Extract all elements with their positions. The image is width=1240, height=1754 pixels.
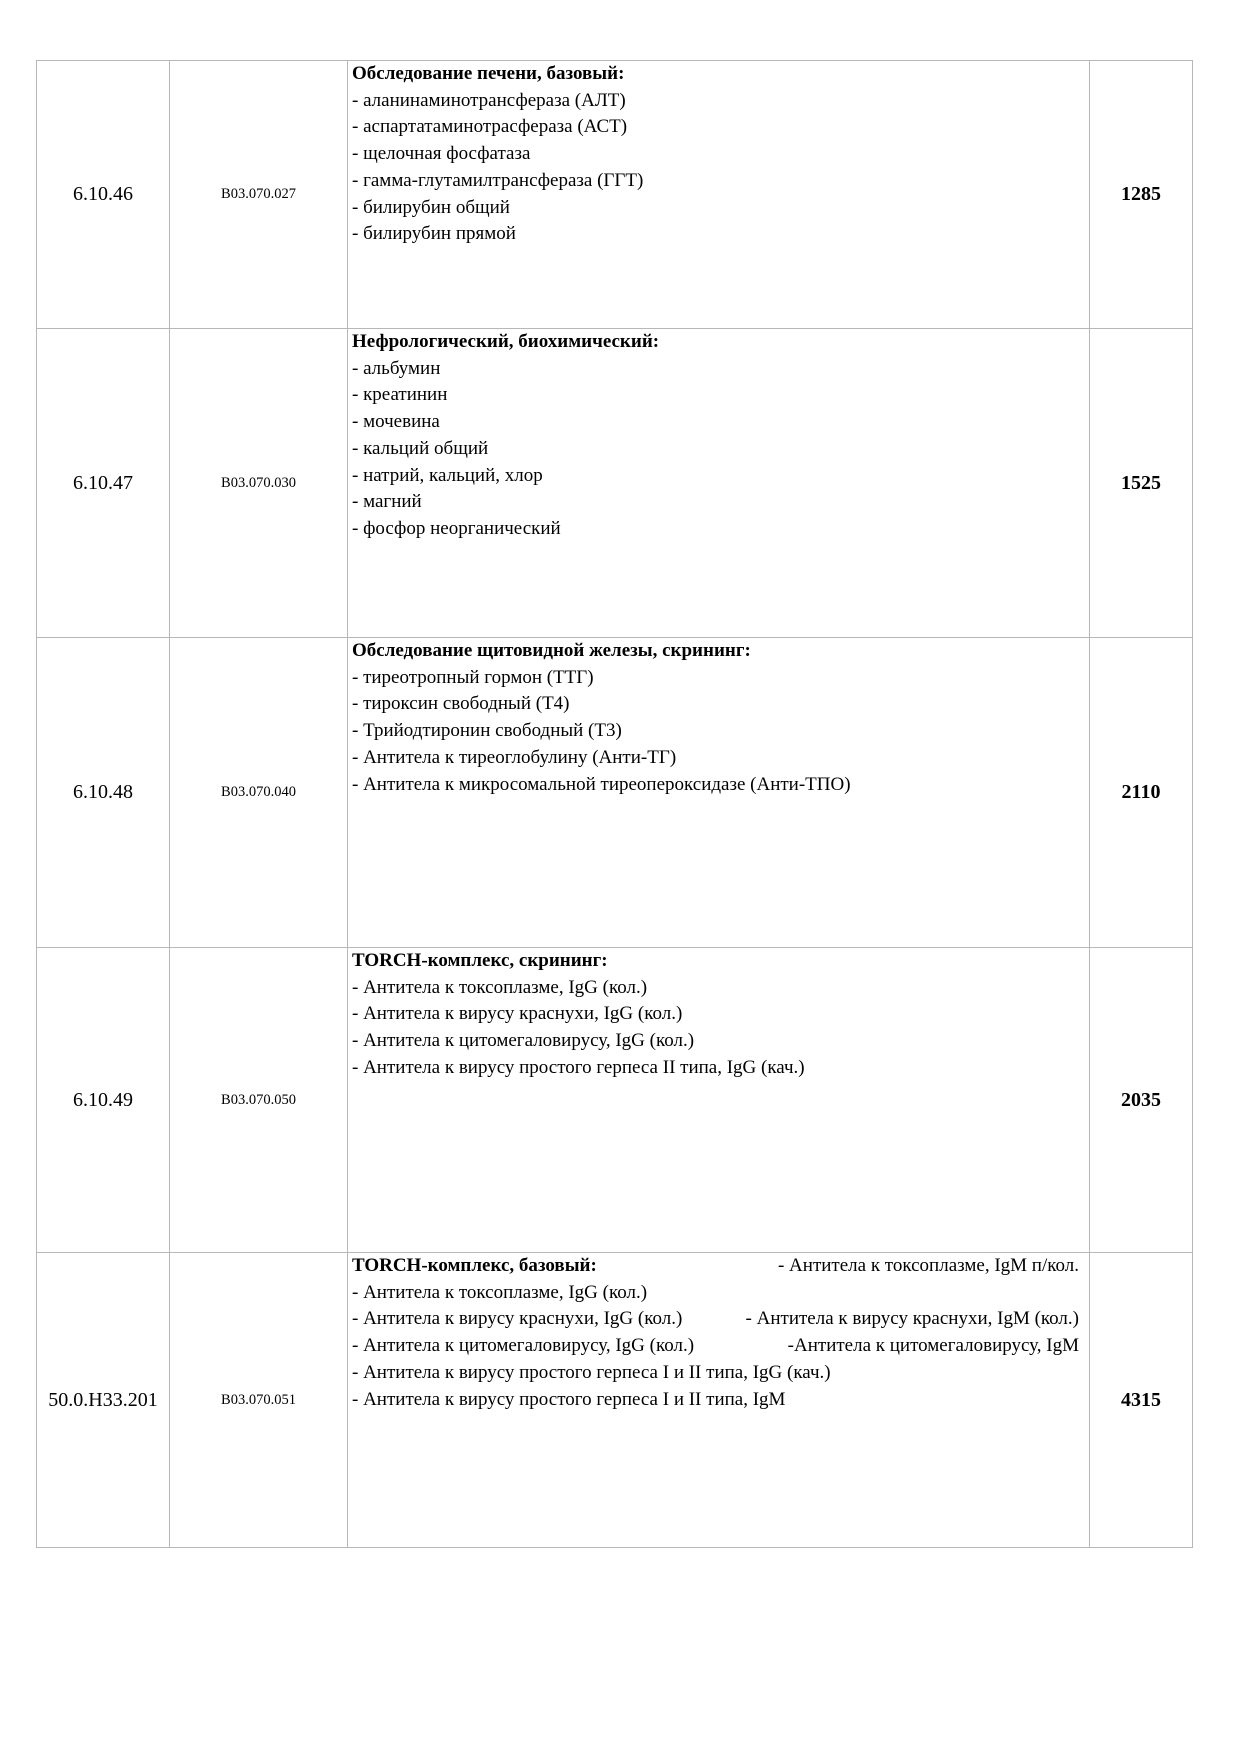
service-price: 1525 <box>1090 329 1193 638</box>
service-title: TORCH-комплекс, скрининг: <box>352 950 608 971</box>
service-price: 4315 <box>1090 1253 1193 1548</box>
service-number: 6.10.47 <box>37 329 170 638</box>
service-title: Нефрологический, биохимический: <box>352 331 660 352</box>
service-item: - натрий, кальций, хлор <box>352 464 543 486</box>
service-number: 6.10.46 <box>37 61 170 329</box>
table-row <box>37 638 1193 948</box>
service-item: -Антитела к цитомегаловирусу, IgM <box>787 1335 1079 1357</box>
table-row <box>37 61 1193 329</box>
service-item: - щелочная фосфатаза <box>352 143 531 165</box>
service-item: - Антитела к токсоплазме, IgG (кол.) <box>352 976 648 998</box>
service-title: TORCH-комплекс, базовый: <box>352 1255 597 1276</box>
service-item: - аспартатаминотрасфераза (АСТ) <box>352 116 628 138</box>
service-number: 6.10.49 <box>37 948 170 1253</box>
service-price: 2110 <box>1090 638 1193 948</box>
service-item: - Антитела к токсоплазме, IgG (кол.) <box>352 1281 648 1303</box>
service-item: - Антитела к цитомегаловирусу, IgG (кол.) <box>352 1030 695 1052</box>
service-item: - Антитела к вирусу простого герпеса I и II типа, IgM <box>352 1388 786 1410</box>
service-code: B03.070.030 <box>170 329 348 638</box>
service-item: - тироксин свободный (Т4) <box>352 693 570 715</box>
service-item: - Антитела к токсоплазме, IgM п/кол. <box>777 1255 1079 1276</box>
service-number: 50.0.H33.201 <box>37 1253 170 1548</box>
service-item: - мочевина <box>352 411 440 433</box>
service-number: 6.10.48 <box>37 638 170 948</box>
service-price: 1285 <box>1090 61 1193 329</box>
service-item: - магний <box>352 491 422 513</box>
table-row <box>37 329 1193 638</box>
service-description <box>348 1253 1090 1548</box>
service-code: B03.070.050 <box>170 948 348 1253</box>
service-item: - Антитела к цитомегаловирусу, IgG (кол.) <box>352 1335 695 1357</box>
service-item: - Антитела к вирусу краснухи, IgG (кол.) <box>352 1308 683 1330</box>
service-item: - аланинаминотрансфераза (АЛТ) <box>352 89 626 111</box>
service-item: - тиреотропный гормон (ТТГ) <box>352 666 594 688</box>
table-row <box>37 1253 1193 1548</box>
service-item: - Антитела к микросомальной тиреопероксидазе (Анти-ТПО) <box>352 773 851 795</box>
service-item: - креатинин <box>352 384 448 406</box>
service-item: - билирубин общий <box>352 196 510 218</box>
service-item: - Антитела к тиреоглобулину (Анти-ТГ) <box>352 746 677 768</box>
service-description <box>348 638 1090 948</box>
service-code: B03.070.027 <box>170 61 348 329</box>
service-item: - билирубин прямой <box>352 223 516 245</box>
service-description <box>348 61 1090 329</box>
service-title: Обследование печени, базовый: <box>352 63 625 84</box>
service-price: 2035 <box>1090 948 1193 1253</box>
service-description <box>348 948 1090 1253</box>
service-code: B03.070.040 <box>170 638 348 948</box>
service-item: - Трийодтиронин свободный (Т3) <box>352 720 622 742</box>
service-description-flow <box>352 1253 1079 1413</box>
service-item: - Антитела к вирусу краснухи, IgM (кол.) <box>745 1308 1079 1330</box>
service-code: B03.070.051 <box>170 1253 348 1548</box>
service-item: - гамма-глутамилтрансфераза (ГГТ) <box>352 169 644 191</box>
service-title: Обследование щитовидной железы, скрининг: <box>352 640 751 661</box>
table-row <box>37 948 1193 1253</box>
service-item: - кальций общий <box>352 437 489 459</box>
service-item: - Антитела к вирусу простого герпеса I и II типа, IgG (кач.) <box>352 1361 831 1383</box>
service-item: - Антитела к вирусу краснухи, IgG (кол.) <box>352 1003 683 1025</box>
service-item: - фосфор неорганический <box>352 517 561 539</box>
price-table <box>36 60 1193 1548</box>
service-description <box>348 329 1090 638</box>
service-item: - Антитела к вирусу простого герпеса II типа, IgG (кач.) <box>352 1056 805 1078</box>
service-item: - альбумин <box>352 357 441 379</box>
